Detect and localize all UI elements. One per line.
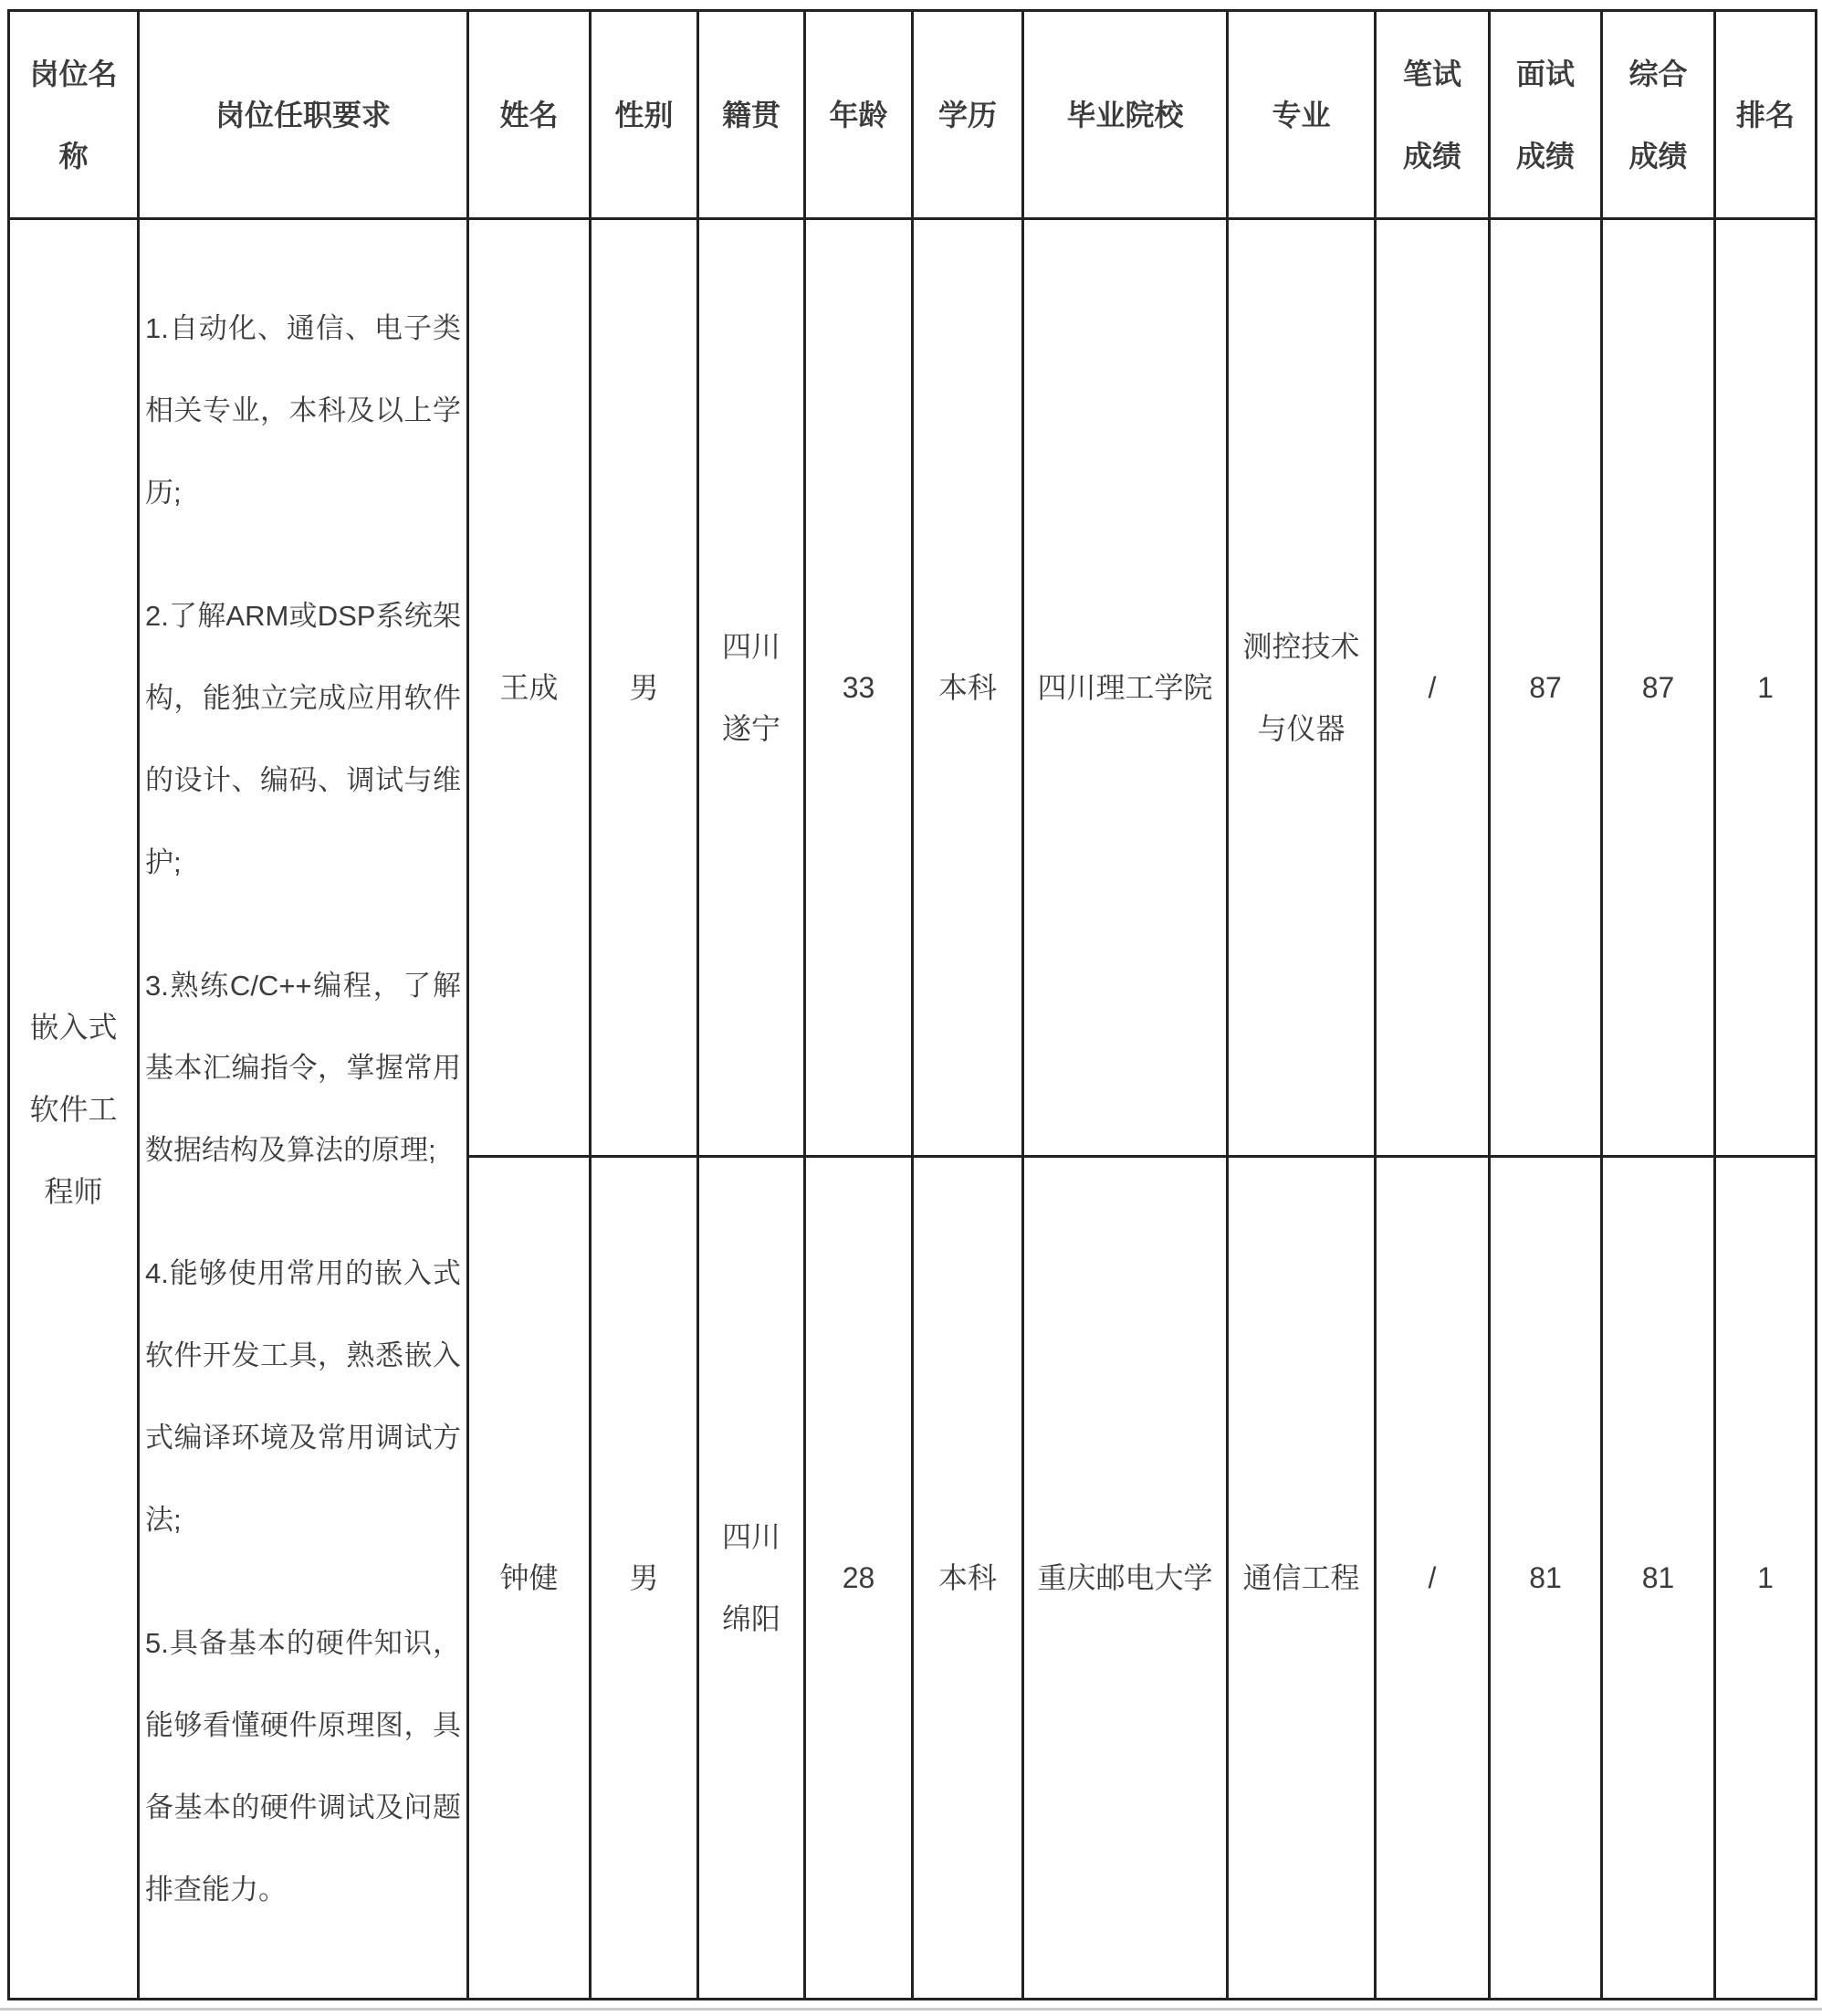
candidate-row-1 <box>9 219 1817 1157</box>
header-written-score <box>1376 11 1490 219</box>
education-cell: 本科 <box>913 1157 1023 2000</box>
header-overall-score-label: 综合成绩 <box>1628 57 1688 173</box>
age-cell: 28 <box>805 1157 913 2000</box>
education-cell: 本科 <box>913 219 1023 1157</box>
native-place-text: 四川绵阳 <box>721 1520 780 1635</box>
requirements-cell <box>139 219 468 2000</box>
header-native-place: 籍贯 <box>698 11 805 219</box>
gender-cell: 男 <box>591 219 698 1157</box>
header-rank: 排名 <box>1715 11 1817 219</box>
header-row <box>9 11 1817 219</box>
overall-score-cell: 81 <box>1602 1157 1715 2000</box>
page-divider-line <box>0 2008 1822 2011</box>
requirement-item-1: 1.自动化、通信、电子类相关专业，本科及以上学历; <box>145 311 461 509</box>
header-overall-score <box>1602 11 1715 219</box>
header-position-name <box>9 11 139 219</box>
interview-score-cell: 87 <box>1490 219 1602 1157</box>
native-place-cell <box>698 1157 805 2000</box>
requirement-item-4: 4.能够使用常用的嵌入式软件开发工具，熟悉嵌入式编译环境及常用调试方法; <box>145 1256 461 1536</box>
requirement-item-5: 5.具备基本的硬件知识，能够看懂硬件原理图，具备基本的硬件调试及问题排查能力。 <box>145 1626 461 1906</box>
major-cell: 通信工程 <box>1228 1157 1376 2000</box>
native-place-cell <box>698 219 805 1157</box>
header-age: 年龄 <box>805 11 913 219</box>
school-cell: 四川理工学院 <box>1023 219 1228 1157</box>
header-major: 专业 <box>1228 11 1376 219</box>
candidate-name-cell: 钟健 <box>468 1157 591 2000</box>
header-interview-score <box>1490 11 1602 219</box>
header-position-name-label: 岗位名称 <box>29 57 118 173</box>
candidate-name-cell: 王成 <box>468 219 591 1157</box>
rank-cell: 1 <box>1715 1157 1817 2000</box>
school-cell: 重庆邮电大学 <box>1023 1157 1228 2000</box>
header-requirements: 岗位任职要求 <box>139 11 468 219</box>
rank-cell: 1 <box>1715 219 1817 1157</box>
position-name-cell: 嵌入式软件工程师 <box>9 219 139 2000</box>
age-cell: 33 <box>805 219 913 1157</box>
header-gender: 性别 <box>591 11 698 219</box>
gender-cell: 男 <box>591 1157 698 2000</box>
major-cell: 测控技术与仪器 <box>1228 219 1376 1157</box>
native-place-text: 四川遂宁 <box>721 630 780 745</box>
requirement-item-2: 2.了解ARM或DSP系统架构，能独立完成应用软件的设计、编码、调试与维护; <box>145 599 461 878</box>
header-written-score-label: 笔试成绩 <box>1402 57 1461 173</box>
interview-score-cell: 81 <box>1490 1157 1602 2000</box>
overall-score-cell: 87 <box>1602 219 1715 1157</box>
written-score-cell: / <box>1376 219 1490 1157</box>
header-school: 毕业院校 <box>1023 11 1228 219</box>
requirement-item-3: 3.熟练C/C++编程，了解基本汇编指令，掌握常用数据结构及算法的原理; <box>145 969 461 1166</box>
header-education: 学历 <box>913 11 1023 219</box>
written-score-cell: / <box>1376 1157 1490 2000</box>
header-name: 姓名 <box>468 11 591 219</box>
recruitment-score-table <box>7 9 1817 2000</box>
header-interview-score-label: 面试成绩 <box>1515 57 1575 173</box>
